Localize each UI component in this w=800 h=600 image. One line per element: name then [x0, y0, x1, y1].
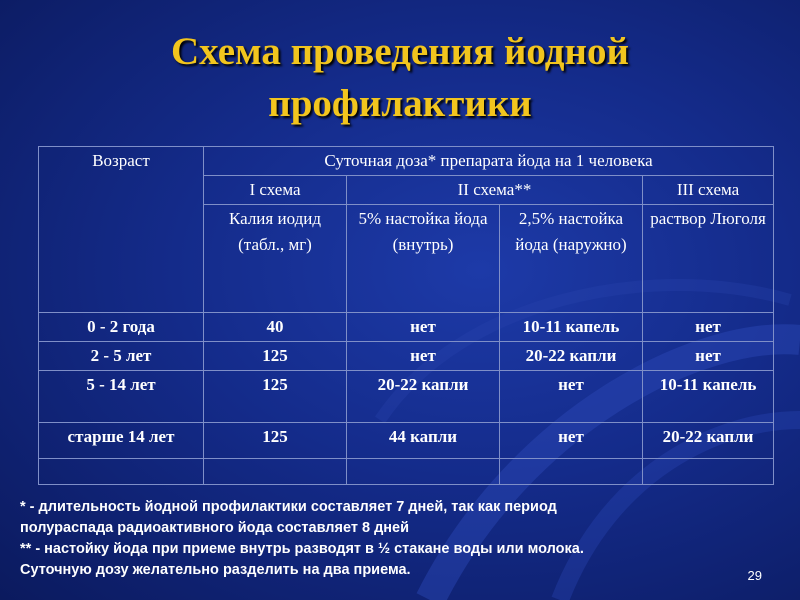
- age-header: Возраст: [39, 147, 204, 313]
- potassium-iodide-cell: 125: [204, 342, 347, 371]
- table-row: [39, 313, 774, 342]
- age-cell: 5 - 14 лет: [39, 371, 204, 423]
- scheme-1-header: I схема: [204, 176, 347, 205]
- lugol-cell: 10-11 капель: [643, 371, 774, 423]
- potassium-iodide-cell: 125: [204, 371, 347, 423]
- tincture-5-cell: 20-22 капли: [347, 371, 500, 423]
- footnote-2-line-2: Суточную дозу желательно разделить на два приема.: [20, 562, 411, 578]
- tincture-25-header: 2,5% настойка йода (наружно): [500, 205, 643, 313]
- scheme-2-header: II схема**: [347, 176, 643, 205]
- title-line-2: профилактики: [268, 82, 532, 125]
- age-cell: 2 - 5 лет: [39, 342, 204, 371]
- tincture-25-cell: нет: [500, 423, 643, 459]
- potassium-iodide-cell: 40: [204, 313, 347, 342]
- title-line-1: Схема проведения йодной: [171, 30, 629, 73]
- age-cell: 0 - 2 года: [39, 313, 204, 342]
- tincture-5-header: 5% настойка йода (внутрь): [347, 205, 500, 313]
- lugol-header: раствор Люголя: [643, 205, 774, 313]
- potassium-iodide-header: Калия иодид (табл., мг): [204, 205, 347, 313]
- tincture-5-cell: нет: [347, 342, 500, 371]
- tincture-25-cell: нет: [500, 371, 643, 423]
- tincture-5-cell: нет: [347, 313, 500, 342]
- table-row: [39, 371, 774, 423]
- page-title: [0, 26, 800, 130]
- tincture-25-cell: 20-22 капли: [500, 342, 643, 371]
- tincture-25-cell: 10-11 капель: [500, 313, 643, 342]
- footnote-1-line-1: * - длительность йодной профилактики составляет 7 дней, так как период: [20, 499, 557, 515]
- scheme-3-header: III схема: [643, 176, 774, 205]
- table-row: [39, 423, 774, 459]
- dose-header: Суточная доза* препарата йода на 1 человека: [204, 147, 774, 176]
- header-row-1: [39, 147, 774, 176]
- iodine-dose-table: [38, 146, 774, 485]
- lugol-cell: нет: [643, 313, 774, 342]
- lugol-cell: 20-22 капли: [643, 423, 774, 459]
- footnote-1-line-2: полураспада радиоактивного йода составляет 8 дней: [20, 520, 410, 536]
- lugol-cell: нет: [643, 342, 774, 371]
- potassium-iodide-cell: 125: [204, 423, 347, 459]
- page-number: 29: [747, 568, 762, 583]
- table-row: [39, 342, 774, 371]
- empty-row: [39, 459, 774, 485]
- footnote-2-line-1: ** - настойку йода при приеме внутрь разводят в ½ стакане воды или молока.: [20, 541, 584, 557]
- age-cell: старше 14 лет: [39, 423, 204, 459]
- footnotes: [20, 497, 760, 581]
- tincture-5-cell: 44 капли: [347, 423, 500, 459]
